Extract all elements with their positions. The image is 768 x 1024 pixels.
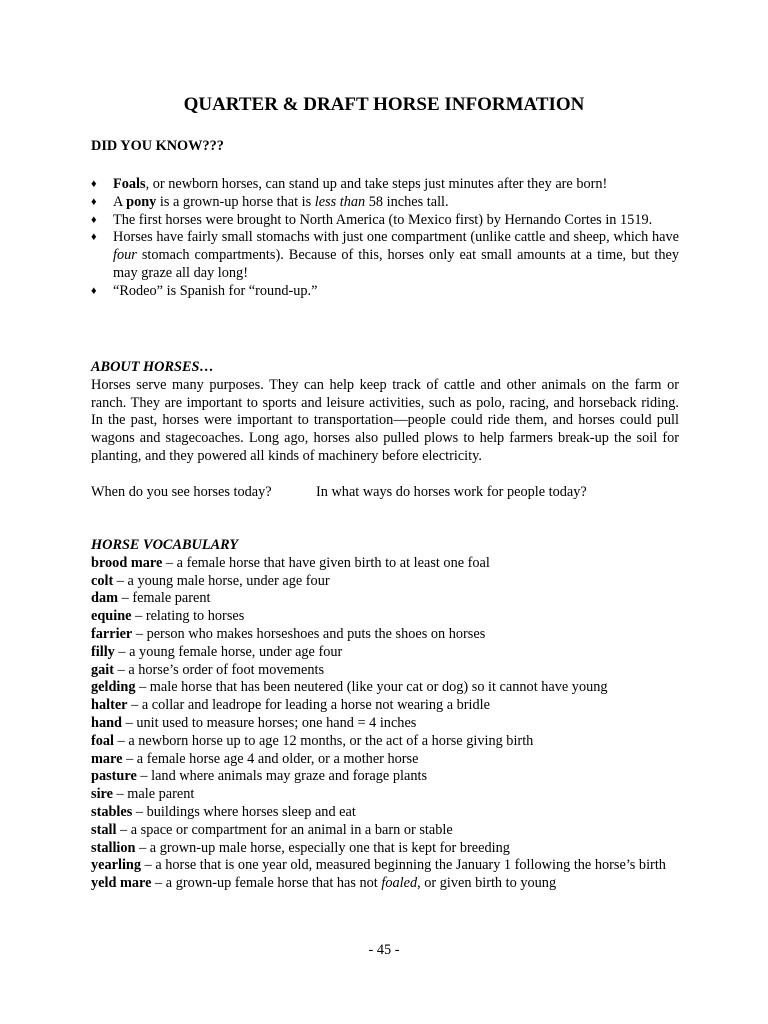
about-paragraph: Horses serve many purposes. They can help keep track of cattle and other animals on the farm or ranch. They are important to sports and leisure activities, such as polo, racing, and horseback riding. In the past, horses were important to transportation—people could ride them, and horses could pull wagons and stagecoaches. Long ago, horses also pulled plows to help farmers break-up the soil for planting, and they powered all kinds of machinery before electricity. xyxy=(91,376,679,464)
vocab-definition: – a space or compartment for an animal in a barn or stable xyxy=(116,821,453,838)
fact-item-pony xyxy=(91,194,679,212)
fact-text: stomach compartments). Because of this, horses only eat small amounts at a time, but they may graze all day long! xyxy=(113,247,679,281)
diamond-bullet-icon: ♦ xyxy=(91,284,97,297)
vocab-definition: – a horse’s order of foot movements xyxy=(114,661,325,678)
vocab-definition: – relating to horses xyxy=(131,608,245,625)
vocab-term: pasture xyxy=(91,768,137,785)
vocab-definition: – a grown-up female horse that has not xyxy=(151,875,382,892)
vocab-term: filly xyxy=(91,643,115,660)
page-title: QUARTER & DRAFT HORSE INFORMATION xyxy=(183,94,585,115)
vocab-entry-colt xyxy=(91,573,679,591)
vocab-term: farrier xyxy=(91,625,133,642)
fact-item-rodeo xyxy=(91,283,679,301)
vocab-definition: – land where animals may graze and forage plants xyxy=(136,768,428,785)
vocab-definition: – a collar and leadrope for leading a horse not wearing a bridle xyxy=(127,697,490,714)
vocab-term: halter xyxy=(91,697,128,714)
fact-emphasis: four xyxy=(113,247,137,264)
vocab-definition: – a grown-up male horse, especially one that is kept for breeding xyxy=(135,839,510,856)
diamond-bullet-icon: ♦ xyxy=(91,213,97,226)
fact-text: The first horses were brought to North America (to Mexico first) by Hernando Cortes in 1519. xyxy=(113,211,653,228)
fact-emphasis: less than xyxy=(314,193,366,210)
vocab-definition: – buildings where horses sleep and eat xyxy=(132,803,356,820)
fact-text: “Rodeo” is Spanish for “round-up.” xyxy=(113,282,318,299)
vocab-term: hand xyxy=(91,714,123,731)
fact-item-cortes xyxy=(91,212,679,230)
vocab-term: gait xyxy=(91,661,115,678)
vocab-term: brood mare xyxy=(91,554,163,571)
fact-text: 58 inches tall. xyxy=(365,193,449,210)
vocab-entry-pasture xyxy=(91,768,679,786)
about-section xyxy=(91,359,679,466)
vocab-definition: – a horse that is one year old, measured beginning the January 1 following the horse’s birth xyxy=(141,857,666,874)
vocab-entry-gelding xyxy=(91,679,679,697)
diamond-bullet-icon: ♦ xyxy=(91,231,97,244)
vocab-entry-equine xyxy=(91,608,679,626)
vocab-definition: – male parent xyxy=(112,786,195,803)
diamond-bullet-icon: ♦ xyxy=(91,195,97,208)
fact-text: Horses have fairly small stomachs with just one compartment (unlike cattle and sheep, which have xyxy=(113,229,679,246)
vocab-term: stables xyxy=(91,803,133,820)
vocab-term: colt xyxy=(91,572,114,589)
did-you-know-heading: DID YOU KNOW??? xyxy=(91,138,224,154)
fact-term: pony xyxy=(126,193,157,210)
did-you-know-list xyxy=(91,176,679,301)
vocab-term: foal xyxy=(91,732,115,749)
vocab-definition: – person who makes horseshoes and puts the shoes on horses xyxy=(132,625,486,642)
vocab-entry-stallion xyxy=(91,840,679,858)
vocab-definition: – a female horse age 4 and older, or a mother horse xyxy=(122,750,419,767)
vocab-term: yearling xyxy=(91,857,142,874)
vocab-entry-halter xyxy=(91,697,679,715)
vocab-entry-filly xyxy=(91,644,679,662)
vocabulary-heading: HORSE VOCABULARY xyxy=(91,537,239,553)
vocab-definition: – female parent xyxy=(118,590,211,607)
vocab-definition: – male horse that has been neutered (like your cat or dog) so it cannot have young xyxy=(135,679,608,696)
question-2: In what ways do horses work for people today? xyxy=(316,484,587,500)
fact-item-stomachs xyxy=(91,229,679,282)
page-number: - 45 - xyxy=(368,942,400,958)
vocab-definition: – a young male horse, under age four xyxy=(113,572,330,589)
fact-text: is a grown-up horse that is xyxy=(156,193,315,210)
question-1: When do you see horses today? xyxy=(91,484,272,500)
questions-row xyxy=(91,484,679,502)
fact-item-foals xyxy=(91,176,679,194)
vocab-entry-mare xyxy=(91,751,679,769)
vocab-entry-foal xyxy=(91,733,679,751)
vocabulary-section xyxy=(91,537,679,893)
vocab-term: stall xyxy=(91,821,117,838)
diamond-bullet-icon: ♦ xyxy=(91,178,97,190)
vocab-term: gelding xyxy=(91,679,136,696)
vocab-entry-yearling xyxy=(91,857,679,875)
fact-text: , or newborn horses, can stand up and take steps just minutes after they are born! xyxy=(145,176,608,192)
vocab-term: equine xyxy=(91,608,132,625)
fact-text: A xyxy=(113,193,127,210)
vocab-term: sire xyxy=(91,786,113,803)
vocab-definition: – unit used to measure horses; one hand = 4 inches xyxy=(122,714,417,731)
about-heading: ABOUT HORSES… xyxy=(91,359,214,375)
vocab-term: yeld mare xyxy=(91,875,152,892)
vocab-term: mare xyxy=(91,750,123,767)
vocab-term: dam xyxy=(91,590,119,607)
vocab-term: stallion xyxy=(91,839,136,856)
vocab-entry-gait xyxy=(91,662,679,680)
vocab-definition: , or given birth to young xyxy=(417,875,557,892)
fact-term: Foals xyxy=(113,176,146,192)
vocab-entry-farrier xyxy=(91,626,679,644)
vocab-entry-stables xyxy=(91,804,679,822)
vocab-definition-emphasis: foaled xyxy=(381,875,418,892)
vocab-entry-brood-mare xyxy=(91,555,679,573)
vocab-entry-dam xyxy=(91,590,679,608)
vocab-definition: – a female horse that have given birth to at least one foal xyxy=(162,554,490,571)
vocab-entry-sire xyxy=(91,786,679,804)
vocab-entry-stall xyxy=(91,822,679,840)
vocab-entry-yeld-mare xyxy=(91,875,679,893)
did-you-know-section xyxy=(91,138,679,156)
vocab-entry-hand xyxy=(91,715,679,733)
vocab-definition: – a young female horse, under age four xyxy=(114,643,343,660)
vocab-definition: – a newborn horse up to age 12 months, or the act of a horse giving birth xyxy=(114,732,534,749)
